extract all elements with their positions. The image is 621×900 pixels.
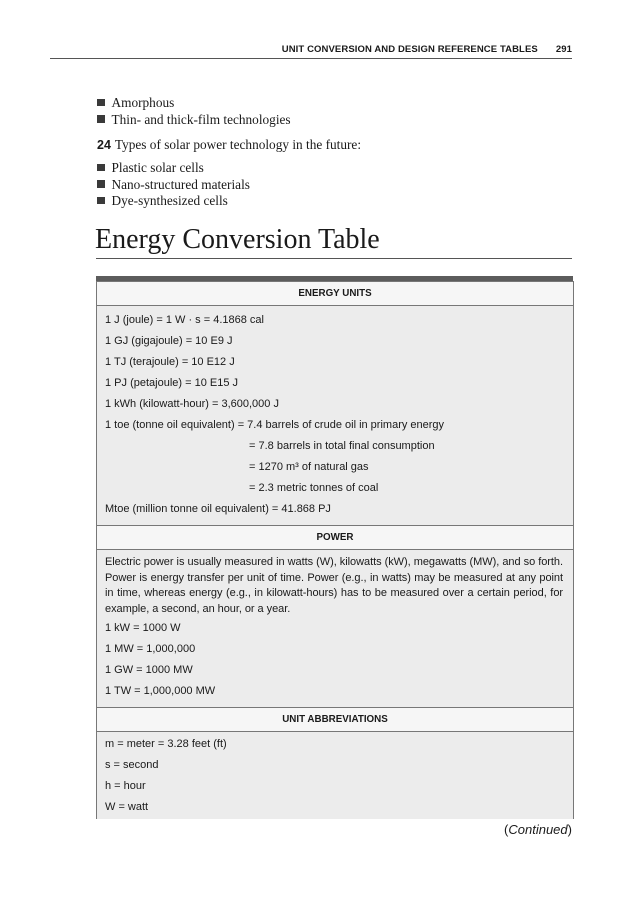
- list-item: Thin- and thick-film technologies: [97, 112, 291, 129]
- table-row: s = second: [105, 759, 159, 771]
- section-title: Energy Conversion Table: [95, 224, 380, 255]
- energy-conversion-table: [96, 281, 574, 819]
- table-row: h = hour: [105, 780, 146, 792]
- square-bullet-icon: [97, 115, 105, 123]
- bullet-list-a: [97, 95, 291, 128]
- table-row: = 7.8 barrels in total final consumption: [249, 440, 435, 452]
- square-bullet-icon: [97, 164, 105, 172]
- continued-note: (Continued): [504, 822, 572, 837]
- item-number: 24: [97, 138, 111, 152]
- title-rule: [96, 258, 572, 259]
- table-row: 1 TJ (terajoule) = 10 E12 J: [105, 356, 235, 368]
- table-row: = 2.3 metric tonnes of coal: [249, 482, 379, 494]
- numbered-item-24: [97, 137, 361, 153]
- list-item: Plastic solar cells: [97, 160, 250, 177]
- running-head-title: UNIT CONVERSION AND DESIGN REFERENCE TABLES: [281, 44, 538, 55]
- power-paragraph: Electric power is usually measured in watts (W), kilowatts (kW), megawatts (MW), and so forth. Power is energy transfer per unit of time. Power (e.g., in watts) may be measured at any point in time, whereas energy (e.g., in kilowatt-hours) has to be measured over a certain period, for example, a second, an hour, or a year.: [105, 556, 563, 615]
- table-row: 1 J (joule) = 1 W · s = 4.1868 cal: [105, 314, 264, 326]
- table-row: = 1270 m³ of natural gas: [249, 461, 369, 473]
- table-row: 1 kWh (kilowatt-hour) = 3,600,000 J: [105, 398, 279, 410]
- table-row: 1 GW = 1000 MW: [105, 664, 193, 676]
- table-row: 1 MW = 1,000,000: [105, 643, 196, 655]
- header-rule: [50, 58, 572, 59]
- list-item: Amorphous: [97, 95, 291, 112]
- table-row: 1 kW = 1000 W: [105, 622, 181, 634]
- table-row: W = watt: [105, 801, 149, 813]
- energy-units-header: ENERGY UNITS: [97, 281, 573, 306]
- page-number: 291: [555, 44, 572, 55]
- square-bullet-icon: [97, 197, 105, 205]
- list-item: Nano-structured materials: [97, 177, 250, 194]
- table-row: m = meter = 3.28 feet (ft): [105, 738, 227, 750]
- power-header: POWER: [97, 525, 573, 550]
- bullet-list-b: [97, 160, 250, 210]
- running-head: [50, 44, 572, 55]
- item-text: Types of solar power technology in the future:: [114, 137, 362, 152]
- table-row: 1 GJ (gigajoule) = 10 E9 J: [105, 335, 233, 347]
- table-row: 1 toe (tonne oil equivalent) = 7.4 barrels of crude oil in primary energy: [105, 419, 445, 431]
- table-row: 1 PJ (petajoule) = 10 E15 J: [105, 377, 238, 389]
- unit-abbreviations-header: UNIT ABBREVIATIONS: [97, 707, 573, 732]
- table-row: 1 TW = 1,000,000 MW: [105, 685, 216, 697]
- square-bullet-icon: [97, 99, 105, 107]
- list-item: Dye-synthesized cells: [97, 193, 250, 210]
- square-bullet-icon: [97, 180, 105, 188]
- continued-text: Continued: [508, 822, 568, 837]
- table-row: Mtoe (million tonne oil equivalent) = 41.868 PJ: [105, 503, 331, 515]
